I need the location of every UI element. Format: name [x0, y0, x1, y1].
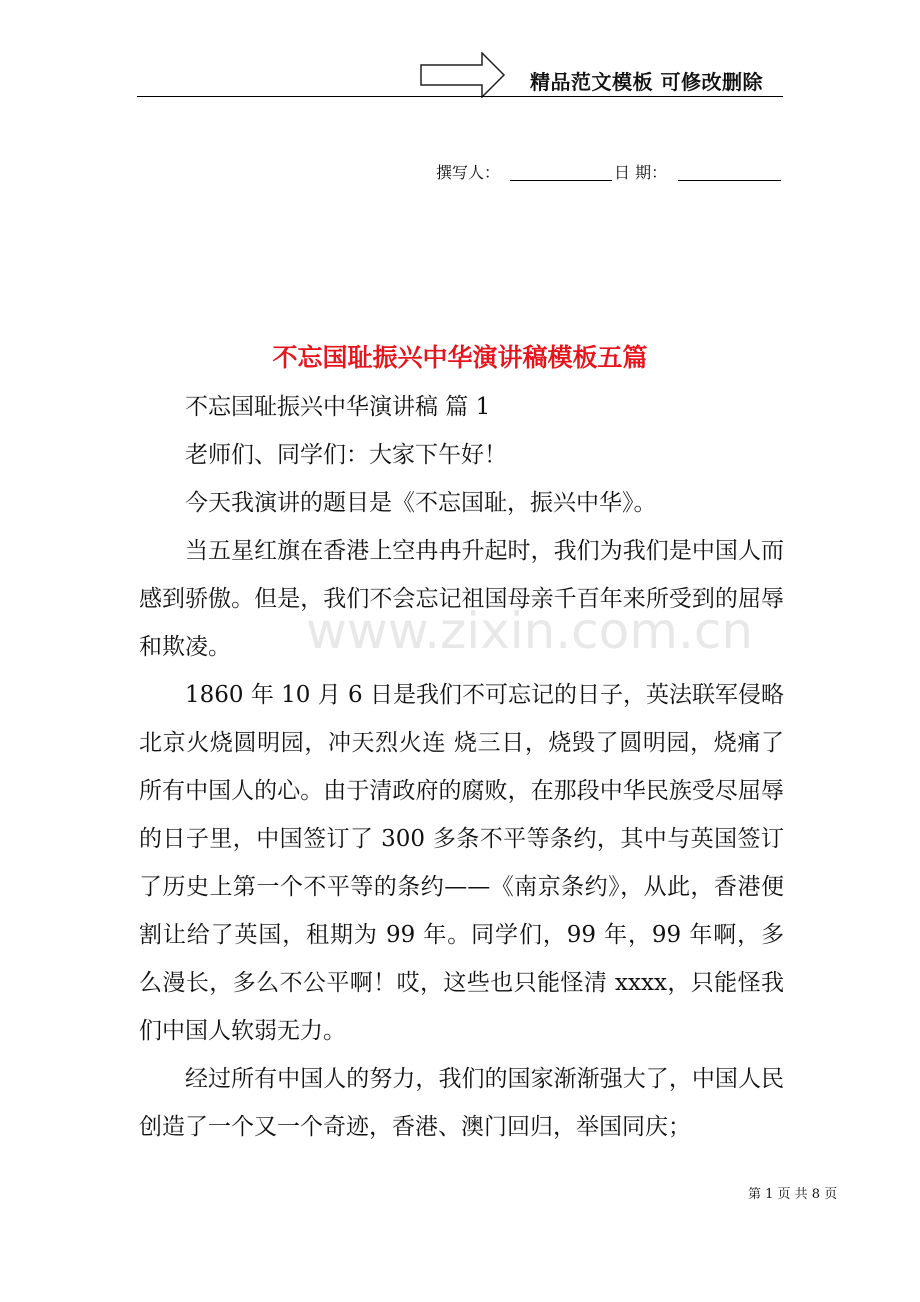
author-label: 撰写人： [436, 163, 501, 182]
page-number: 第 1 页 共 8 页 [748, 1187, 838, 1202]
document-body [139, 383, 784, 1151]
paragraph-greeting: 老师们、同学们：大家下午好！ [185, 442, 507, 468]
header-tag: 精品范文模板 可修改删除 [530, 70, 763, 94]
header-rule [137, 96, 783, 97]
paragraph: 当五星红旗在香港上空冉冉升起时，我们为我们是中国人而感到骄傲。但是，我们不会忘记祖国母亲千百年来所受到的屈辱和欺凌。 [139, 538, 784, 660]
document-title: 不忘国耻振兴中华演讲稿模板五篇 [272, 343, 648, 372]
paragraph-topic: 今天我演讲的题目是《不忘国耻，振兴中华》。 [185, 490, 657, 516]
paragraph: 经过所有中国人的努力，我们的国家渐渐强大了，中国人民创造了一个又一个奇迹，香港、澳门回归，举国同庆； [139, 1066, 784, 1140]
watermark: www.zixin.com.cn [306, 602, 754, 660]
date-label: 日 期： [614, 163, 668, 182]
section-heading: 不忘国耻振兴中华演讲稿 篇 1 [185, 394, 491, 420]
arrow-icon [420, 52, 506, 98]
date-blank [678, 180, 781, 181]
paragraph: 1860 年 10 月 6 日是我们不可忘记的日子，英法联军侵略北京火烧圆明园，冲天烈火连 烧三日，烧毁了圆明园，烧痛了所有中国人的心。由于清政府的腐败，在那段中华民族受尽屈辱的日子里，中国签订了 300 多条不平等条约，其中与英国签订了历史上第一个不平等的条约——《南京条约》，从此，香港便割让给了英国，租期为 99 年。同学们，99 年，99 年啊，多么漫长，多么不公平啊！哎，这些也只能怪清 xxxx，只能怪我们中国人软弱无力。 [139, 682, 784, 1044]
author-blank [510, 180, 612, 181]
